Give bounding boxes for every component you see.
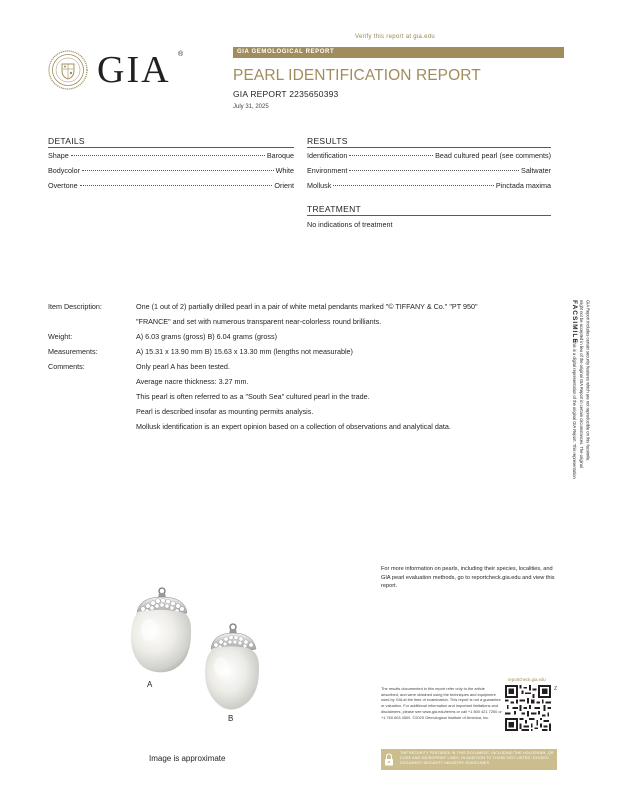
verify-link[interactable]: Verify this report at gia.edu xyxy=(355,34,436,40)
comments-label: Comments: xyxy=(48,362,85,371)
measurements-value: A) 15.31 x 13.90 mm B) 15.63 x 13.30 mm (lengths not measurable) xyxy=(136,347,353,356)
item-description-line1: One (1 out of 2) partially drilled pearl in a pair of white metal pendants marked "© TIFFANY & Co." "PT 950" xyxy=(136,302,478,311)
detail-row-overtone xyxy=(48,181,294,191)
results-divider xyxy=(307,147,551,148)
image-caption: Image is approximate xyxy=(149,754,226,763)
details-divider xyxy=(48,147,294,148)
facsimile-line: might not be accepted in lieu of the original GIA Report in certain circumstances. The original xyxy=(579,300,584,468)
facsimile-line: This is a digital representation of the original GIA Report. This representation xyxy=(572,340,577,479)
detail-value: Orient xyxy=(274,181,294,190)
detail-value: Baroque xyxy=(266,151,294,160)
treatment-text: No indications of treatment xyxy=(307,220,393,229)
treatment-divider xyxy=(307,215,551,216)
more-info-text: For more information on pearls, including their species, localities, and GIA pearl evaluation methods, go to reportcheck.gia.edu and view this report. xyxy=(381,566,555,589)
gia-logo-text: GIA xyxy=(97,49,171,91)
report-number: GIA REPORT 2235650393 xyxy=(233,89,339,99)
detail-label: Overtone xyxy=(48,181,78,190)
measurements-label: Measurements: xyxy=(48,347,98,356)
comment-line: This pearl is often referred to as a "South Sea" cultured pearl in the trade. xyxy=(136,392,370,401)
detail-label: Bodycolor xyxy=(48,166,80,175)
weight-value: A) 6.03 grams (gross) B) 6.04 grams (gross) xyxy=(136,332,277,341)
result-label: Environment xyxy=(307,166,348,175)
item-description-label: Item Description: xyxy=(48,302,102,311)
item-description-line2: "FRANCE" and set with numerous transparent near-colorless round brilliants. xyxy=(136,317,382,326)
details-heading: DETAILS xyxy=(48,136,85,146)
result-row-environment xyxy=(307,166,551,176)
reportcheck-link[interactable]: reportcheck.gia.edu xyxy=(508,677,546,682)
details-list xyxy=(48,151,294,191)
result-row-identification xyxy=(307,151,551,161)
facsimile-title: FACSIMILE xyxy=(571,300,578,344)
result-label: Identification xyxy=(307,151,348,160)
report-date: July 31, 2025 xyxy=(233,104,269,110)
detail-row-bodycolor xyxy=(48,166,294,176)
lock-icon xyxy=(384,753,394,766)
result-value: Saltwater xyxy=(521,166,551,175)
result-row-mollusk xyxy=(307,181,551,191)
detail-value: White xyxy=(275,166,294,175)
results-heading: RESULTS xyxy=(307,136,348,146)
measurements-row xyxy=(48,347,568,357)
results-list xyxy=(307,151,551,191)
item-description-row xyxy=(48,302,568,326)
comments-row xyxy=(48,362,568,442)
weight-row xyxy=(48,332,568,342)
disclaimer-text: The results documented in this report refer only to the article described, and were obtained using the techniques and equipment used by GIA at the time of examination. This report is not a guarantee or valuation. For additional information and important limitations and disclaimers, please see www.gia.edu/terms or call +1 800 421 7250 or +1 760 603 4500. ©2020 Gemological Institute of America, Inc. xyxy=(381,686,502,720)
detail-row-shape xyxy=(48,151,294,161)
pearl-label-a: A xyxy=(147,680,153,689)
qr-code-icon[interactable] xyxy=(505,685,551,731)
comment-line: Pearl is described insofar as mounting permits analysis. xyxy=(136,407,314,416)
result-label: Mollusk xyxy=(307,181,332,190)
comment-line: Mollusk identification is an expert opinion based on a collection of observations and analytical data. xyxy=(136,422,451,431)
detail-label: Shape xyxy=(48,151,69,160)
comment-line: Average nacre thickness: 3.27 mm. xyxy=(136,377,249,386)
registered-mark: ® xyxy=(178,51,184,58)
facsimile-notice xyxy=(566,298,596,488)
report-title: PEARL IDENTIFICATION REPORT xyxy=(233,67,481,84)
facsimile-line: GIA Report includes certain security features which are not reproducible on this facsimile. xyxy=(585,300,591,462)
pearl-label-b: B xyxy=(228,714,234,723)
result-value: Pinctada maxima xyxy=(495,181,551,190)
gia-seal-icon xyxy=(48,50,88,90)
weight-label: Weight: xyxy=(48,332,73,341)
pearl-pendants-image xyxy=(125,585,275,717)
result-value: Bead cultured pearl (see comments) xyxy=(435,151,551,160)
report-banner: GIA GEMOLOGICAL REPORT xyxy=(233,47,564,58)
qr-suffix: Z xyxy=(554,686,558,692)
comment-line: Only pearl A has been tested. xyxy=(136,362,230,371)
security-text: THE SECURITY FEATURES IN THIS DOCUMENT, INCLUDING THE HOLOGRAM, QR CODE AND MICROPRINT LINES, IN ADDITION TO THOSE NOT LISTED, EXCEED DOCUMENT SECURITY INDUSTRY GUIDELINES. xyxy=(400,751,554,765)
treatment-heading: TREATMENT xyxy=(307,204,362,214)
